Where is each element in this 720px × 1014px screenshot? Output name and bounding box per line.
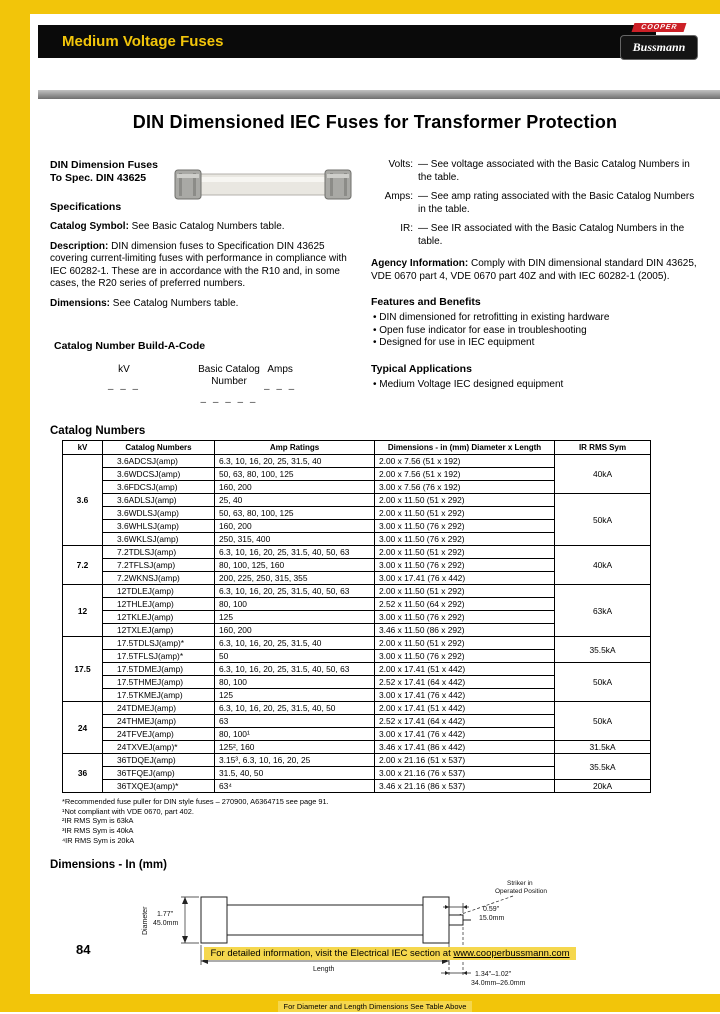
cat-cell: 12TKLEJ(amp) [103,611,215,624]
ir-cell: 35.5kA [555,637,651,663]
features-heading: Features and Benefits [371,296,481,308]
footnote: ²IR RMS Sym is 63kA [62,816,134,826]
ir-cell: 40kA [555,455,651,494]
catalog-row [63,754,651,767]
footer-center [60,943,720,961]
dim-cell: 3.00 x 17.41 (76 x 442) [375,689,555,702]
spec-row [371,223,701,248]
dim-cell: 3.46 x 21.16 (86 x 537) [375,780,555,793]
spec-label: IR: [400,223,413,234]
dim-cell: 2.00 x 7.56 (51 x 192) [375,455,555,468]
dim-cell: 2.52 x 17.41 (64 x 442) [375,715,555,728]
din-heading-line2: To Spec. DIN 43625 [50,172,147,185]
cat-cell: 12TXLEJ(amp) [103,624,215,637]
catalog-table [62,440,651,793]
agency-label: Agency Information: [371,258,469,269]
cat-cell: 17.5TKMEJ(amp) [103,689,215,702]
spec-label: Volts: [388,159,413,170]
fuse-photo-svg [173,165,353,205]
build-a-code-column-label: Basic Catalog Number [198,363,260,387]
cat-cell: 7.2TDLSJ(amp) [103,546,215,559]
dim-cell: 2.00 x 11.50 (51 x 292) [375,637,555,650]
feature-item: • DIN dimensioned for retrofitting in existing hardware [371,312,701,325]
dim-cell: 3.00 x 21.16 (76 x 537) [375,767,555,780]
din-heading-line1: DIN Dimension Fuses [50,159,158,171]
footnote: ⁴IR RMS Sym is 20kA [62,835,135,845]
striker-inches: 0.59" [483,906,500,914]
cat-cell: 36TXQEJ(amp)* [103,780,215,793]
dim-cell: 3.00 x 11.50 (76 x 292) [375,533,555,546]
specifications-heading: Specifications [50,201,122,214]
cat-cell: 3.6WDCSJ(amp) [103,468,215,481]
amps-cell: 6.3, 10, 16, 20, 25, 31.5, 40 [215,637,375,650]
dim-cell: 2.00 x 17.41 (51 x 442) [375,702,555,715]
cat-cell: 3.6WHLSJ(amp) [103,520,215,533]
page-number: 84 [76,942,91,957]
amps-cell: 6.3, 10, 16, 20, 25, 31.5, 40 [215,455,375,468]
amps-cell: 160, 200 [215,624,375,637]
catalog-column-header: Catalog Numbers [103,441,215,455]
page-content [30,14,720,1012]
striker-mm: 15.0mm [479,915,505,923]
ir-cell: 35.5kA [555,754,651,780]
cat-cell: 7.2WKNSJ(amp) [103,572,215,585]
spec-text: — See amp rating associated with the Basic Catalog Numbers in the table. [418,191,695,215]
spec-text: — See voltage associated with the Basic Catalog Numbers in the table. [418,159,690,183]
catalog-footnotes [62,797,720,845]
dim-cell: 3.00 x 7.56 (76 x 192) [375,481,555,494]
amps-cell: 160, 200 [215,481,375,494]
dim-cell: 2.00 x 11.50 (51 x 292) [375,546,555,559]
dimensions-text: See Catalog Numbers table. [110,297,239,309]
kv-cell: 17.5 [63,637,103,702]
amps-cell: 3.15³, 6.3, 10, 16, 20, 25 [215,754,375,767]
page-title: DIN Dimensioned IEC Fuses for Transformer Protection [132,112,618,132]
dimensions-heading: Dimensions - In (mm) [50,859,167,872]
catalog-numbers-heading: Catalog Numbers [50,425,146,437]
dim-cell: 2.52 x 17.41 (64 x 442) [375,676,555,689]
cat-cell: 36TFQEJ(amp) [103,767,215,780]
catalog-table-body [63,455,651,793]
ir-cell: 50kA [555,702,651,741]
cooper-logo-text: COOPER [631,23,686,32]
features-list [371,312,701,350]
dim-cell: 3.00 x 17.41 (76 x 442) [375,728,555,741]
amps-cell: 125 [215,689,375,702]
ir-cell: 20kA [555,780,651,793]
cat-cell: 24TDMEJ(amp) [103,702,215,715]
section-title-bar [38,25,656,58]
application-item: • Medium Voltage IEC designed equipment [371,379,701,392]
bussmann-logo-text: Bussmann [620,35,698,60]
amps-cell: 80, 100, 125, 160 [215,559,375,572]
cat-cell: 3.6WDLSJ(amp) [103,507,215,520]
length-label: Length [313,966,335,974]
cat-cell: 24TXVEJ(amp)* [103,741,215,754]
dim-cell: 3.46 x 17.41 (86 x 442) [375,741,555,754]
amps-cell: 25, 40 [215,494,375,507]
catalog-row [63,455,651,468]
diameter-mm: 45.0mm [153,920,179,928]
feature-item: • Designed for use in IEC equipment [371,337,701,350]
drawing-caption: For Diameter and Length Dimensions See Table Above [278,1001,473,1012]
dim-cell: 3.00 x 11.50 (76 x 292) [375,559,555,572]
left-column [50,159,355,409]
spec-text: — See IR associated with the Basic Catalog Numbers in the table. [418,223,685,247]
kv-cell: 36 [63,754,103,793]
catalog-column-header: kV [63,441,103,455]
kv-cell: 24 [63,702,103,754]
build-a-code-column [194,364,264,410]
ir-cell: 50kA [555,494,651,546]
cat-cell: 17.5TDMEJ(amp) [103,663,215,676]
dimensions-paragraph [50,298,355,311]
amps-cell: 31.5, 40, 50 [215,767,375,780]
build-a-code-columns [54,364,355,410]
cat-cell: 3.6WKLSJ(amp) [103,533,215,546]
diameter-label: Diameter [142,906,149,936]
description-paragraph [50,241,355,291]
catalog-column-header: Dimensions - in (mm) Diameter x Length [375,441,555,455]
amps-cell: 50 [215,650,375,663]
amps-cell: 6.3, 10, 16, 20, 25, 31.5, 40, 50, 63 [215,585,375,598]
amps-cell: 125², 160 [215,741,375,754]
amps-cell: 80, 100¹ [215,728,375,741]
range-inches: 1.34"–1.02" [475,971,512,979]
catalog-row [63,585,651,598]
amps-cell: 160, 200 [215,520,375,533]
dimensions-label: Dimensions: [50,297,111,309]
catalog-symbol-paragraph [50,221,355,234]
amps-cell: 6.3, 10, 16, 20, 25, 31.5, 40, 50 [215,702,375,715]
footer-text: For detailed information, visit the Electrical IEC section at [210,948,454,959]
dim-cell: 2.00 x 7.56 (51 x 192) [375,468,555,481]
cat-cell: 12TDLEJ(amp) [103,585,215,598]
amps-cell: 63⁴ [215,780,375,793]
amps-cell: 6.3, 10, 16, 20, 25, 31.5, 40, 50, 63 [215,546,375,559]
footnote: ¹Not compliant with VDE 0670, part 402. [62,806,194,816]
catalog-row [63,741,651,754]
build-a-code-column [264,364,296,410]
dim-cell: 2.52 x 11.50 (64 x 292) [375,598,555,611]
top-yellow-band [0,0,720,14]
amps-cell: 80, 100 [215,676,375,689]
section-title: Medium Voltage Fuses [62,33,224,50]
diameter-inches: 1.77" [157,911,174,919]
amps-cell: 50, 63, 80, 100, 125 [215,468,375,481]
right-column [371,159,701,409]
fuse-photo [173,165,353,210]
catalog-symbol-text: See Basic Catalog Numbers table. [128,221,285,233]
cat-cell: 7.2TFLSJ(amp) [103,559,215,572]
build-a-code [54,340,355,409]
cat-cell: 17.5THMEJ(amp) [103,676,215,689]
kv-cell: 12 [63,585,103,637]
dim-cell: 2.00 x 17.41 (51 x 442) [375,663,555,676]
striker-label-line1: Striker in [507,880,533,888]
cat-cell: 3.6ADLSJ(amp) [103,494,215,507]
page-header [30,24,720,70]
footer-link[interactable]: www.cooperbussmann.com [453,948,570,959]
dim-cell: 2.00 x 11.50 (51 x 292) [375,585,555,598]
amps-cell: 80, 100 [215,598,375,611]
description-label: Description: [50,240,109,252]
build-a-code-column-label: Amps [267,363,293,375]
feature-item: • Open fuse indicator for ease in troubleshooting [371,325,701,338]
dim-cell: 2.00 x 21.16 (51 x 537) [375,754,555,767]
footer-note [204,947,575,960]
catalog-row [63,546,651,559]
build-a-code-column-label: kV [118,363,130,375]
catalog-column-header: Amp Ratings [215,441,375,455]
ir-cell: 50kA [555,663,651,702]
amps-cell: 50, 63, 80, 100, 125 [215,507,375,520]
volts-amps-ir-list [371,159,701,248]
dim-cell: 3.00 x 11.50 (76 x 292) [375,520,555,533]
amps-cell: 63 [215,715,375,728]
build-a-code-dashes: – – – – – [200,396,258,408]
build-a-code-column [54,364,194,410]
description-text: DIN dimension fuses to Specification DIN 43625 covering current-limiting fuses with performance in compliance with IEC 60282-1. These are in accordance with the R10 and, in some cases, the R20 series of preferred numbers. [50,240,347,290]
build-a-code-heading: Catalog Number Build-A-Code [54,340,206,353]
catalog-row [63,780,651,793]
page-footer [60,942,720,958]
catalog-symbol-label: Catalog Symbol: [50,221,129,233]
catalog-row [63,494,651,507]
dim-cell: 3.00 x 11.50 (76 x 292) [375,650,555,663]
dim-cell: 3.46 x 11.50 (86 x 292) [375,624,555,637]
cat-cell: 17.5TDLSJ(amp)* [103,637,215,650]
footnote: *Recommended fuse puller for DIN style fuses – 270900, A6364715 see page 91. [62,797,329,806]
dim-cell: 3.00 x 17.41 (76 x 442) [375,572,555,585]
ir-cell: 31.5kA [555,741,651,754]
dim-cell: 3.00 x 11.50 (76 x 292) [375,611,555,624]
agency-text: Comply with DIN dimensional standard DIN 43625, VDE 0670 part 4, VDE 0670 part 40Z and with IEC 60282-1 (2005). [371,258,697,282]
amps-cell: 125 [215,611,375,624]
build-a-code-dashes: – – – [264,384,297,395]
dimensions-drawing-svg [135,873,615,991]
dim-cell: 2.00 x 11.50 (51 x 292) [375,494,555,507]
applications-heading: Typical Applications [371,362,472,375]
catalog-row [63,663,651,676]
cat-cell: 3.6FDCSJ(amp) [103,481,215,494]
cat-cell: 24TFVEJ(amp) [103,728,215,741]
spec-label: Amps: [384,191,413,202]
amps-cell: 250, 315, 400 [215,533,375,546]
range-mm: 34.0mm–26.0mm [471,980,526,988]
footnote: ³IR RMS Sym is 40kA [62,825,134,835]
cat-cell: 36TDQEJ(amp) [103,754,215,767]
spec-row [371,159,701,184]
ir-cell: 40kA [555,546,651,585]
amps-cell: 6.3, 10, 16, 20, 25, 31.5, 40, 50, 63 [215,663,375,676]
left-yellow-band [0,0,30,1012]
catalog-table-header-row [63,441,651,455]
spec-row [371,191,701,216]
catalog-row [63,702,651,715]
amps-cell: 200, 225, 250, 315, 355 [215,572,375,585]
intro-columns [50,159,706,409]
dim-cell: 2.00 x 11.50 (51 x 292) [375,507,555,520]
cat-cell: 24THMEJ(amp) [103,715,215,728]
applications-list [371,379,701,392]
cat-cell: 3.6ADCSJ(amp) [103,455,215,468]
cat-cell: 17.5TFLSJ(amp)* [103,650,215,663]
cooper-bussmann-logo [620,16,698,60]
striker-label-line2: Operated Position [495,888,548,896]
agency-paragraph [371,258,701,283]
gray-divider-bar [38,90,720,99]
build-a-code-dashes: – – – [107,384,141,395]
kv-cell: 7.2 [63,546,103,585]
cat-cell: 12THLEJ(amp) [103,598,215,611]
kv-cell: 3.6 [63,455,103,546]
catalog-column-header: IR RMS Sym [555,441,651,455]
catalog-row [63,637,651,650]
ir-cell: 63kA [555,585,651,637]
